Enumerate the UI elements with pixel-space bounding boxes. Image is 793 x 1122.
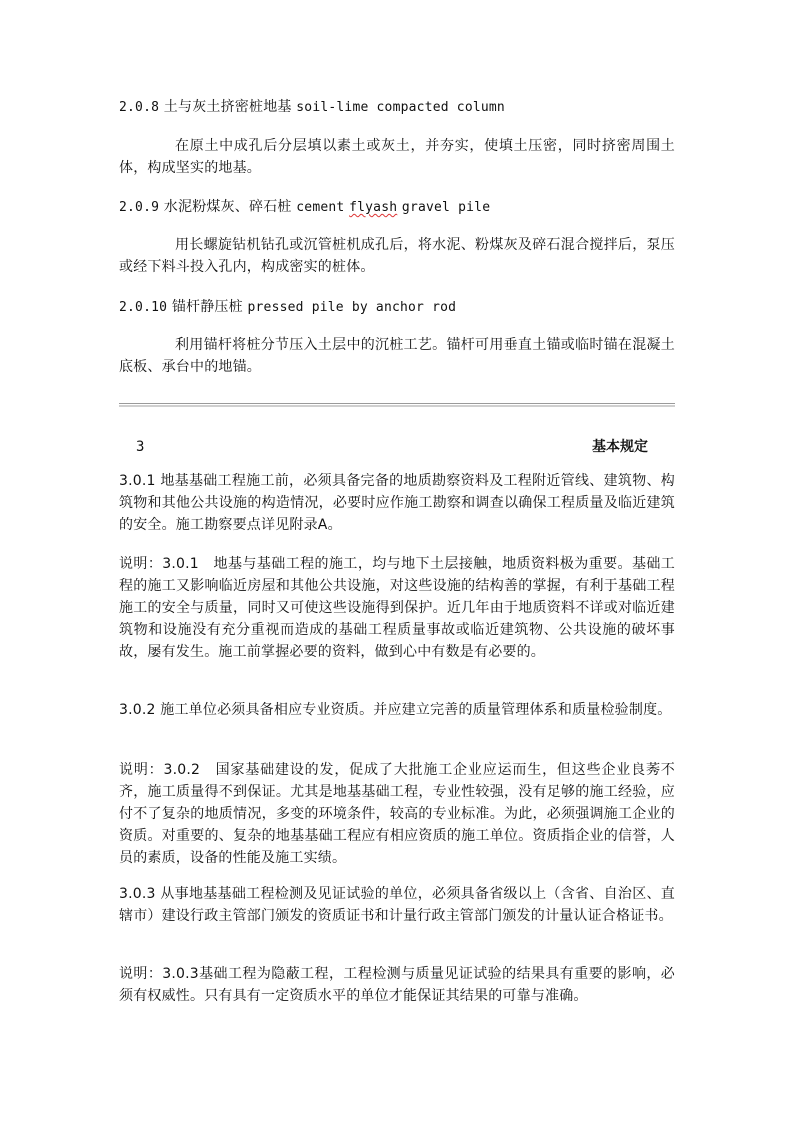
term-number: 2.0.9	[119, 200, 160, 215]
term-2-0-8-definition: 在原土中成孔后分层填以素土或灰土，并夯实，使填土压密，同时挤密周围土体，构成坚实的地基。	[119, 138, 675, 176]
term-english: soil-lime compacted column	[296, 100, 505, 115]
spellcheck-flagged-word: flyash	[349, 200, 398, 215]
section-divider	[119, 403, 675, 407]
term-chinese: 锚杆静压桩	[171, 299, 243, 315]
term-2-0-9-heading	[119, 196, 675, 219]
term-english-part: cement	[296, 200, 345, 215]
clause-3-0-1: 3.0.1 地基基础工程施工前，必须具备完备的地质勘察资料及工程附近管线、建筑物、构筑物和其他公共设施的构造情况，必要时应作施工勘察和调查以确保工程质量及临近建筑的安全。施工勘察要点详见附录A。	[119, 473, 675, 533]
term-chinese: 土与灰土挤密桩地基	[163, 99, 292, 115]
term-2-0-9-definition: 用长螺旋钻机钻孔或沉管桩机成孔后，将水泥、粉煤灰及碎石混合搅拌后，泵压或经下料斗投入孔内，构成密实的桩体。	[119, 237, 675, 275]
chapter-number: 3	[136, 439, 145, 455]
term-english: pressed pile by anchor rod	[247, 300, 457, 315]
chapter-title: 基本规定	[592, 439, 648, 455]
clause-3-0-2-explanation: 说明：3.0.2 国家基础建设的发，促成了大批施工企业应运而生，但这些企业良莠不齐，施工质量得不到保证。尤其是地基基础工程，专业性较强，没有足够的施工经验，应付不了复杂的地质情况，多变的环境条件，较高的专业标准。为此，必须强调施工企业的资质。对重要的、复杂的地基基础工程应有相应资质的施工单位。资质指企业的信誉，人员的素质，设备的性能及施工实绩。	[119, 762, 675, 866]
term-number: 2.0.8	[119, 100, 160, 115]
term-2-0-10-definition: 利用锚杆将桩分节压入土层中的沉桩工艺。锚杆可用垂直土锚或临时锚在混凝土底板、承台中的地锚。	[119, 337, 675, 375]
term-number: 2.0.10	[119, 300, 168, 315]
clause-3-0-3-explanation: 说明：3.0.3基础工程为隐蔽工程，工程检测与质量见证试验的结果具有重要的影响，必须有权威性。只有具有一定资质水平的单位才能保证其结果的可靠与准确。	[119, 966, 675, 1004]
clause-3-0-1-explanation: 说明：3.0.1 地基与基础工程的施工，均与地下土层接触，地质资料极为重要。基础工程的施工又影响临近房屋和其他公共设施，对这些设施的结构善的掌握，有利于基础工程施工的安全与质量，同时又可使这些设施得到保护。近几年由于地质资料不详或对临近建筑物和设施没有充分重视而造成的基础工程质量事故或临近建筑物、公共设施的破坏事故，屡有发生。施工前掌握必要的资料，做到心中有数是有必要的。	[119, 556, 675, 660]
clause-3-0-3: 3.0.3 从事地基基础工程检测及见证试验的单位，必须具备省级以上（含省、自治区、直辖市）建设行政主管部门颁发的资质证书和计量行政主管部门颁发的计量认证合格证书。	[119, 886, 675, 924]
term-2-0-10-heading	[119, 296, 675, 319]
term-2-0-8-heading	[119, 96, 675, 119]
term-english-part: gravel pile	[401, 200, 491, 215]
clause-3-0-2: 3.0.2 施工单位必须具备相应专业资质。并应建立完善的质量管理体系和质量检验制度。	[119, 702, 672, 718]
term-chinese: 水泥粉煤灰、碎石桩	[163, 199, 292, 215]
